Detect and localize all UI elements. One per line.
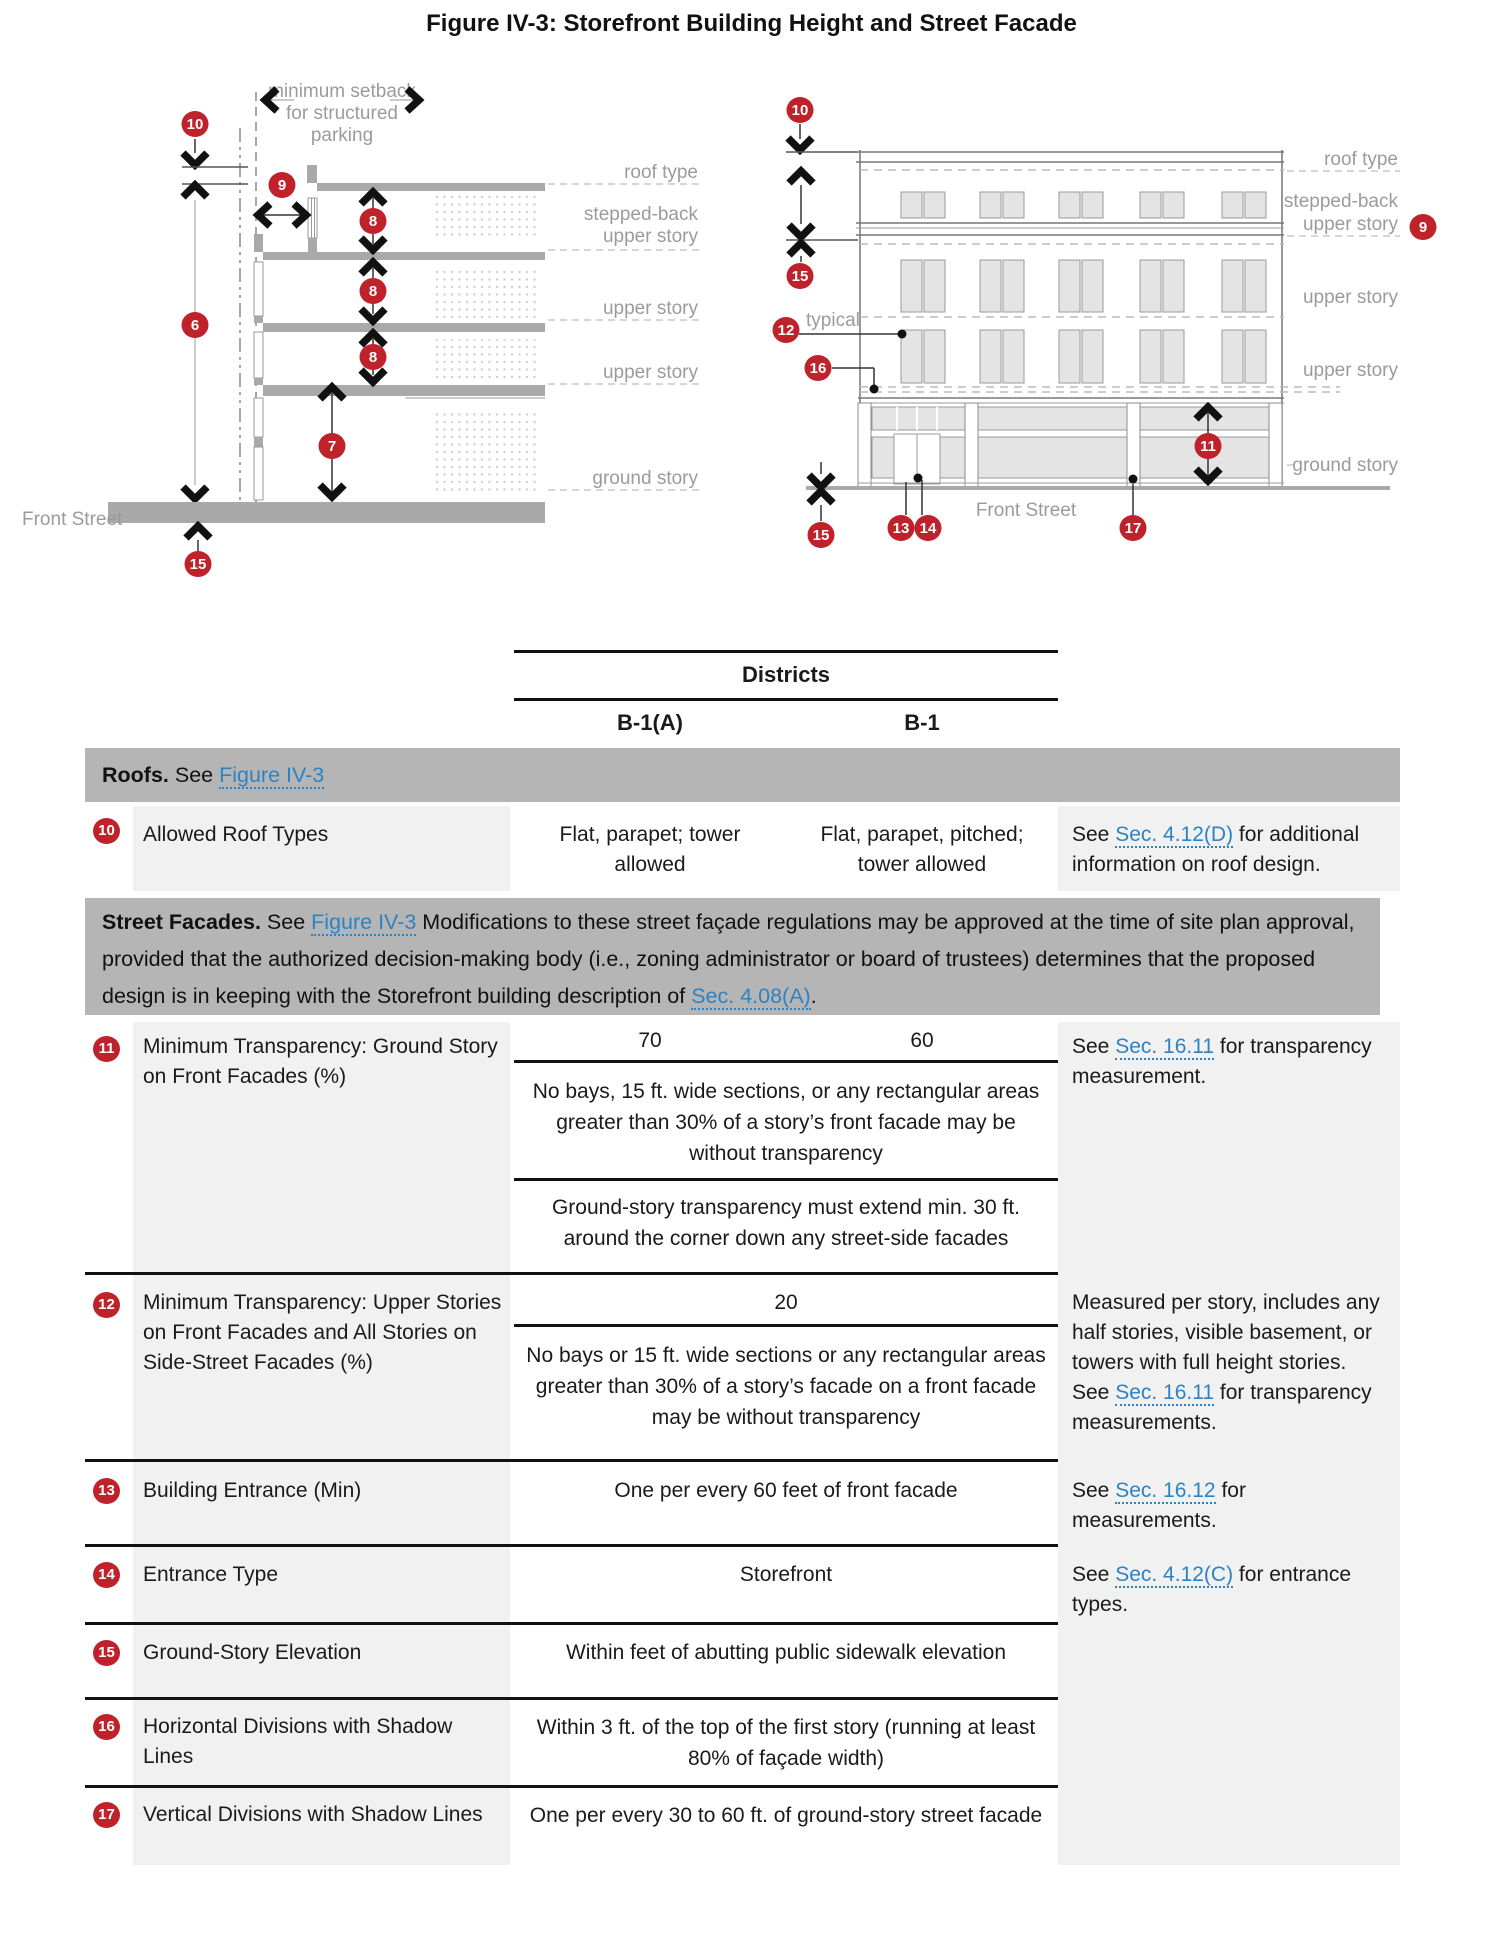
badge-11: [1195, 433, 1222, 459]
row-label-allowed-roof-types: Allowed Roof Types: [143, 823, 329, 846]
svg-text:15: 15: [189, 556, 207, 573]
row-badge-14: 14: [93, 1562, 120, 1588]
svg-text:9: 9: [1418, 219, 1428, 236]
svg-text:7: 7: [327, 438, 337, 455]
setback-note-line2: for structured: [286, 103, 398, 124]
roof-slab: [317, 183, 545, 191]
column-header-b1: B-1: [904, 710, 940, 735]
floor-slab: [263, 323, 545, 332]
ground-story-window: [254, 398, 263, 437]
stepped-back-label: stepped-back: [583, 204, 698, 225]
window-row-stepped-back: [901, 192, 1266, 218]
svg-text:15: 15: [791, 268, 809, 285]
section-header-street-facades: Street Facades. See Figure IV-3 Modifications to these street façade regulations may be approved at the time of site plan approval, provided that the authorized decision-making body (i.e., zoning administrator or board of trustees) determines that the proposed design is in keeping with the Storefront building description of Sec. 4.08(A).: [85, 898, 1380, 1015]
svg-text:16: 16: [809, 360, 827, 377]
arrow-up-icon: [789, 243, 813, 255]
cell-span-horizontal-divisions: Within 3 ft. of the top of the first story (running at least 80% of façade width): [536, 1716, 1036, 1770]
setback-note-line3: parking: [310, 125, 374, 146]
cross-section-diagram: [22, 81, 700, 577]
row-label-horizontal-divisions: Horizontal Divisions with Shadow Lines: [143, 1715, 453, 1768]
badge-8: [360, 278, 387, 304]
arrow-up-icon: [186, 526, 210, 538]
badge-6: [182, 312, 209, 338]
row-label-building-entrance: Building Entrance (Min): [143, 1479, 362, 1502]
ground-story-label: ground story: [592, 468, 698, 489]
upper-story-window: [254, 262, 263, 316]
row12-inner-rule: [514, 1324, 1058, 1327]
sec-16-12-link[interactable]: Sec. 16.12: [1115, 1479, 1216, 1502]
arrow-up-icon: [809, 491, 833, 503]
cell-span-no-bays-upper: No bays or 15 ft. wide sections or any rectangular areas greater than 30% of a story’s facade on a front facade may be without transparency: [526, 1344, 1046, 1429]
arrow-down-icon: [809, 475, 833, 487]
roof-type-label: roof type: [624, 162, 698, 183]
floor-texture: [432, 408, 538, 494]
badge-10: [787, 97, 814, 123]
svg-text:11: 11: [1200, 438, 1216, 455]
cell-span-upper-transparency-value: 20: [774, 1291, 798, 1314]
arrow-up-icon: [789, 171, 813, 183]
badge-15: [185, 551, 212, 577]
notes-column-bg: [1058, 1022, 1400, 1865]
upper-story-label: upper story: [1302, 214, 1398, 235]
cell-b1a-roof-types: Flat, parapet; tower allowed: [559, 823, 741, 876]
column-header-b1a: B-1(A): [617, 710, 683, 735]
arrow-down-icon: [788, 138, 812, 150]
setback-note-line1: minimum setback: [268, 81, 416, 102]
svg-text:12: 12: [777, 322, 795, 339]
ground-story-label: ground story: [1292, 455, 1398, 476]
svg-text:14: 14: [919, 520, 937, 537]
note-upper-transparency: Measured per story, includes any half stories, visible basement, or towers with full height stories. See Sec. 16.11 for transparency measurements.: [1072, 1291, 1380, 1434]
row-divider: [85, 1785, 1058, 1788]
figure-iv-3-diagram: [0, 0, 1503, 600]
sec-16-11-link[interactable]: Sec. 16.11: [1115, 1381, 1215, 1404]
row-divider: [85, 1544, 1058, 1547]
sec-4-08-a-link[interactable]: Sec. 4.08(A): [691, 984, 811, 1008]
svg-text:10: 10: [186, 116, 204, 133]
pilaster: [1269, 403, 1282, 488]
badge-15: [808, 522, 835, 548]
header-rule-top: [514, 650, 1058, 653]
window-row-upper-2: [901, 330, 1266, 383]
header-rule-bottom: [514, 698, 1058, 701]
row-label-ground-story-elevation: Ground-Story Elevation: [143, 1641, 362, 1664]
row11-inner-rule-2: [514, 1178, 1058, 1181]
badge-16: [805, 355, 832, 381]
badge-14: [915, 515, 942, 541]
sec-16-11-link[interactable]: Sec. 16.11: [1115, 1035, 1215, 1058]
floor-texture: [432, 339, 538, 381]
window-row-upper-1: [901, 260, 1266, 312]
stepped-back-label: stepped-back: [1283, 191, 1398, 212]
row-label-entrance-type: Entrance Type: [143, 1563, 279, 1586]
floor-slab: [263, 252, 545, 260]
row11-inner-rule-1: [514, 1060, 1058, 1063]
cell-b1-ground-transparency: 60: [910, 1029, 934, 1052]
svg-text:10: 10: [791, 102, 809, 119]
upper-story-label: upper story: [602, 362, 698, 383]
row-badge-15: 15: [93, 1640, 120, 1666]
note-entrance-type: See Sec. 4.12(C) for entrance types.: [1072, 1563, 1351, 1616]
badge-7: [319, 433, 346, 459]
section-street-facades-title: Street Facades.: [102, 910, 261, 934]
cell-span-no-bays-ground: No bays, 15 ft. wide sections, or any rectangular areas greater than 30% of a story’s front facade may be without transparency: [532, 1080, 1040, 1165]
typical-label: typical: [806, 310, 860, 331]
street-facade-diagram: [773, 97, 1437, 548]
row-badge-11: 11: [93, 1036, 120, 1062]
badge-9: [1410, 214, 1437, 240]
cell-b1-roof-types: Flat, parapet, pitched; tower allowed: [820, 823, 1024, 876]
svg-text:13: 13: [892, 520, 910, 537]
badge-12: [773, 317, 800, 343]
svg-text:8: 8: [368, 349, 378, 366]
svg-text:6: 6: [190, 317, 200, 334]
row-label-min-transparency-upper: Minimum Transparency: Upper Stories on Front Facades and All Stories on Side-Street Facades (%): [143, 1291, 502, 1374]
districts-header: Districts: [741, 662, 831, 687]
cell-span-entrance-type: Storefront: [739, 1563, 833, 1586]
badge-13: [888, 515, 915, 541]
badge-9: [269, 172, 296, 198]
badge-8: [360, 344, 387, 370]
roof-type-label: roof type: [1324, 149, 1398, 170]
cell-span-ground-story-elevation: Within feet of abutting public sidewalk elevation: [565, 1641, 1007, 1664]
street-section: [108, 502, 545, 523]
upper-story-label: upper story: [602, 226, 698, 247]
floor-texture: [432, 268, 538, 318]
arrow-down-icon: [183, 153, 207, 165]
badge-15: [787, 263, 814, 289]
transom-glass: [978, 407, 1127, 430]
row-label-vertical-divisions: Vertical Divisions with Shadow Lines: [143, 1803, 483, 1826]
pilaster: [858, 403, 871, 488]
arrow-down-icon: [789, 225, 813, 237]
svg-text:8: 8: [368, 283, 378, 300]
sec-4-12-d-link[interactable]: Sec. 4.12(D): [1115, 823, 1234, 846]
figure-iv-3-link[interactable]: Figure IV-3: [219, 763, 325, 787]
badge-17: [1120, 515, 1147, 541]
badge-10: [182, 111, 209, 137]
front-street-label: Front Street: [975, 500, 1077, 521]
svg-text:17: 17: [1124, 520, 1142, 537]
storefront-glass: [978, 437, 1127, 478]
row-badge-10: 10: [93, 818, 120, 844]
ground-story-window: [254, 447, 263, 500]
cell-span-building-entrance: One per every 60 feet of front facade: [614, 1479, 958, 1502]
svg-text:15: 15: [812, 527, 830, 544]
upper-story-window: [254, 332, 263, 378]
floor-slab: [263, 385, 545, 396]
note-building-entrance: See Sec. 16.12 for measurements.: [1072, 1479, 1246, 1532]
section-roofs-title: Roofs.: [102, 763, 169, 787]
cell-span-corner-transparency: Ground-story transparency must extend min. 30 ft. around the corner down any street-side facades: [551, 1196, 1021, 1250]
arrow-down-icon: [183, 487, 207, 499]
upper-story-label: upper story: [1302, 287, 1398, 308]
svg-text:9: 9: [277, 177, 287, 194]
front-street-label: Front Street: [22, 509, 123, 530]
figure-iv-3-link[interactable]: Figure IV-3: [311, 910, 417, 934]
svg-text:8: 8: [368, 213, 378, 230]
upper-story-label: upper story: [602, 298, 698, 319]
sec-4-12-c-link[interactable]: Sec. 4.12(C): [1115, 1563, 1234, 1586]
row-label-min-transparency-ground: Minimum Transparency: Ground Story on Front Facades (%): [143, 1035, 498, 1088]
arrow-up-icon: [183, 185, 207, 197]
note-roof-types: See Sec. 4.12(D) for additional information on roof design.: [1072, 823, 1360, 876]
figure-title: Figure IV-3: Storefront Building Height and Street Facade: [426, 10, 1077, 37]
transom-glass: [872, 407, 966, 430]
section-header-roofs: Roofs. See Figure IV-3: [85, 748, 1400, 802]
cell-b1a-ground-transparency: 70: [638, 1029, 662, 1052]
upper-story-label: upper story: [1302, 360, 1398, 381]
terrace-parapet: [254, 234, 263, 252]
row-badge-13: 13: [93, 1478, 120, 1504]
row-divider: [85, 1459, 1058, 1462]
row-divider: [85, 1697, 1058, 1700]
row-divider: [85, 1272, 1058, 1275]
note-ground-transparency: See Sec. 16.11 for transparency measurement.: [1072, 1035, 1372, 1088]
stepped-story-window: [308, 198, 317, 238]
row-badge-12: 12: [93, 1292, 120, 1318]
parapet-stub: [307, 165, 317, 183]
row-divider: [85, 1622, 1058, 1625]
row-badge-17: 17: [93, 1802, 120, 1828]
pilaster: [965, 403, 978, 488]
cell-span-vertical-divisions: One per every 30 to 60 ft. of ground-story street facade: [529, 1804, 1043, 1827]
floor-texture: [432, 194, 538, 236]
badge-8: [360, 208, 387, 234]
row-badge-16: 16: [93, 1714, 120, 1740]
